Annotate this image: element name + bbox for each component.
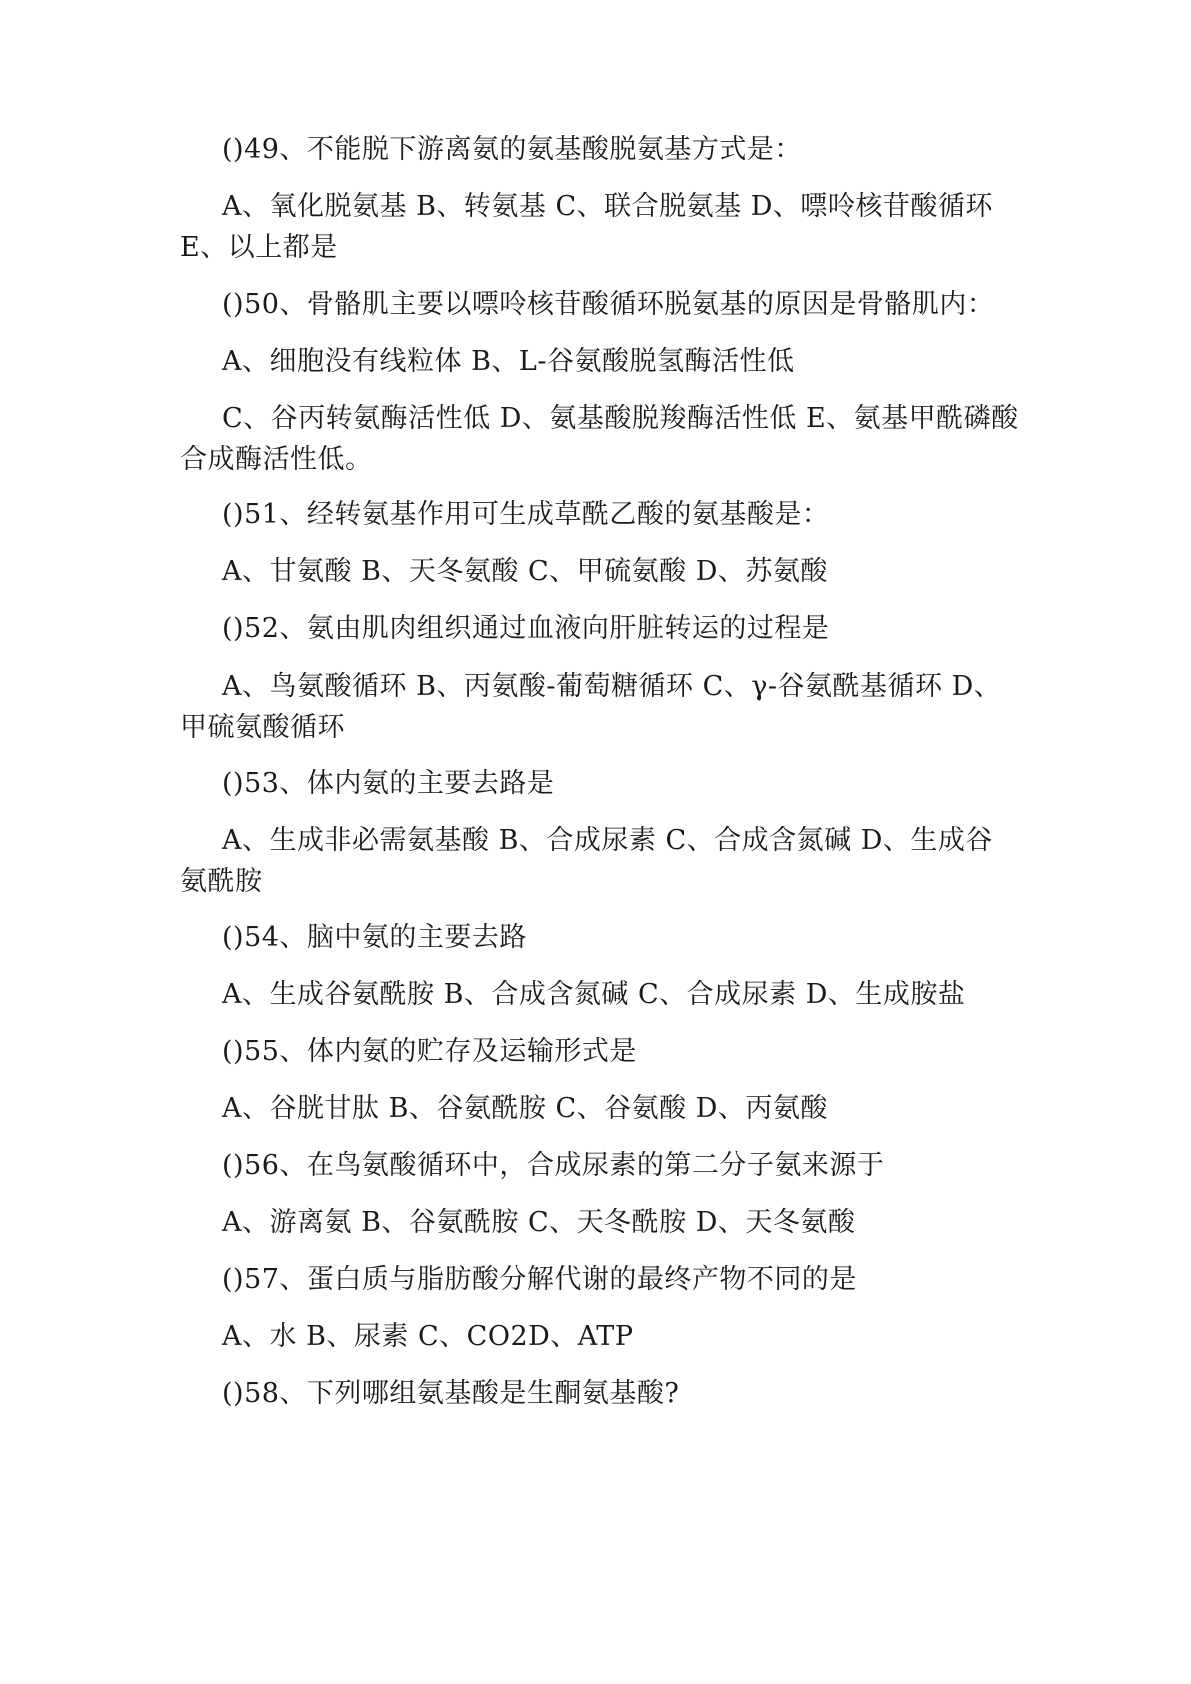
question-56: ()56、在鸟氨酸循环中，合成尿素的第二分子氨来源于 [222,1150,885,1181]
options-51: A、甘氨酸 B、天冬氨酸 C、甲硫氨酸 D、苏氨酸 [222,556,828,587]
options-53: A、生成非必需氨基酸 B、合成尿素 C、合成含氮碱 D、生成谷氨酰胺 [180,825,993,897]
question-53: ()53、体内氨的主要去路是 [222,768,555,799]
options-52: A、鸟氨酸循环 B、丙氨酸-葡萄糖循环 C、γ-谷氨酰基循环 D、甲硫氨酸循环 [180,671,1002,743]
question-58: ()58、下列哪组氨基酸是生酮氨基酸? [222,1378,680,1409]
question-51: ()51、经转氨基作用可生成草酰乙酸的氨基酸是： [222,499,830,530]
question-52: ()52、氨由肌肉组织通过血液向肝脏转运的过程是 [222,613,830,644]
question-57: ()57、蛋白质与脂肪酸分解代谢的最终产物不同的是 [222,1264,857,1295]
options-55: A、谷胱甘肽 B、谷氨酰胺 C、谷氨酸 D、丙氨酸 [222,1093,828,1124]
question-49: ()49、不能脱下游离氨的氨基酸脱氨基方式是： [222,134,802,165]
options-54: A、生成谷氨酰胺 B、合成含氮碱 C、合成尿素 D、生成胺盐 [222,979,966,1010]
question-54: ()54、脑中氨的主要去路 [222,922,527,953]
question-50: ()50、骨骼肌主要以嘌呤核苷酸循环脱氨基的原因是骨骼肌内： [222,289,995,320]
question-55: ()55、体内氨的贮存及运输形式是 [222,1036,637,1067]
options-50-c-e: C、谷丙转氨酶活性低 D、氨基酸脱羧酶活性低 E、氨基甲酰磷酸合成酶活性低。 [180,403,1019,475]
options-57: A、水 B、尿素 C、CO2D、ATP [222,1321,634,1352]
options-56: A、游离氨 B、谷氨酰胺 C、天冬酰胺 D、天冬氨酸 [222,1207,856,1238]
options-50-a-b: A、细胞没有线粒体 B、L-谷氨酸脱氢酶活性低 [222,346,795,377]
options-49: A、氧化脱氨基 B、转氨基 C、联合脱氨基 D、嘌呤核苷酸循环 E、以上都是 [180,191,993,263]
